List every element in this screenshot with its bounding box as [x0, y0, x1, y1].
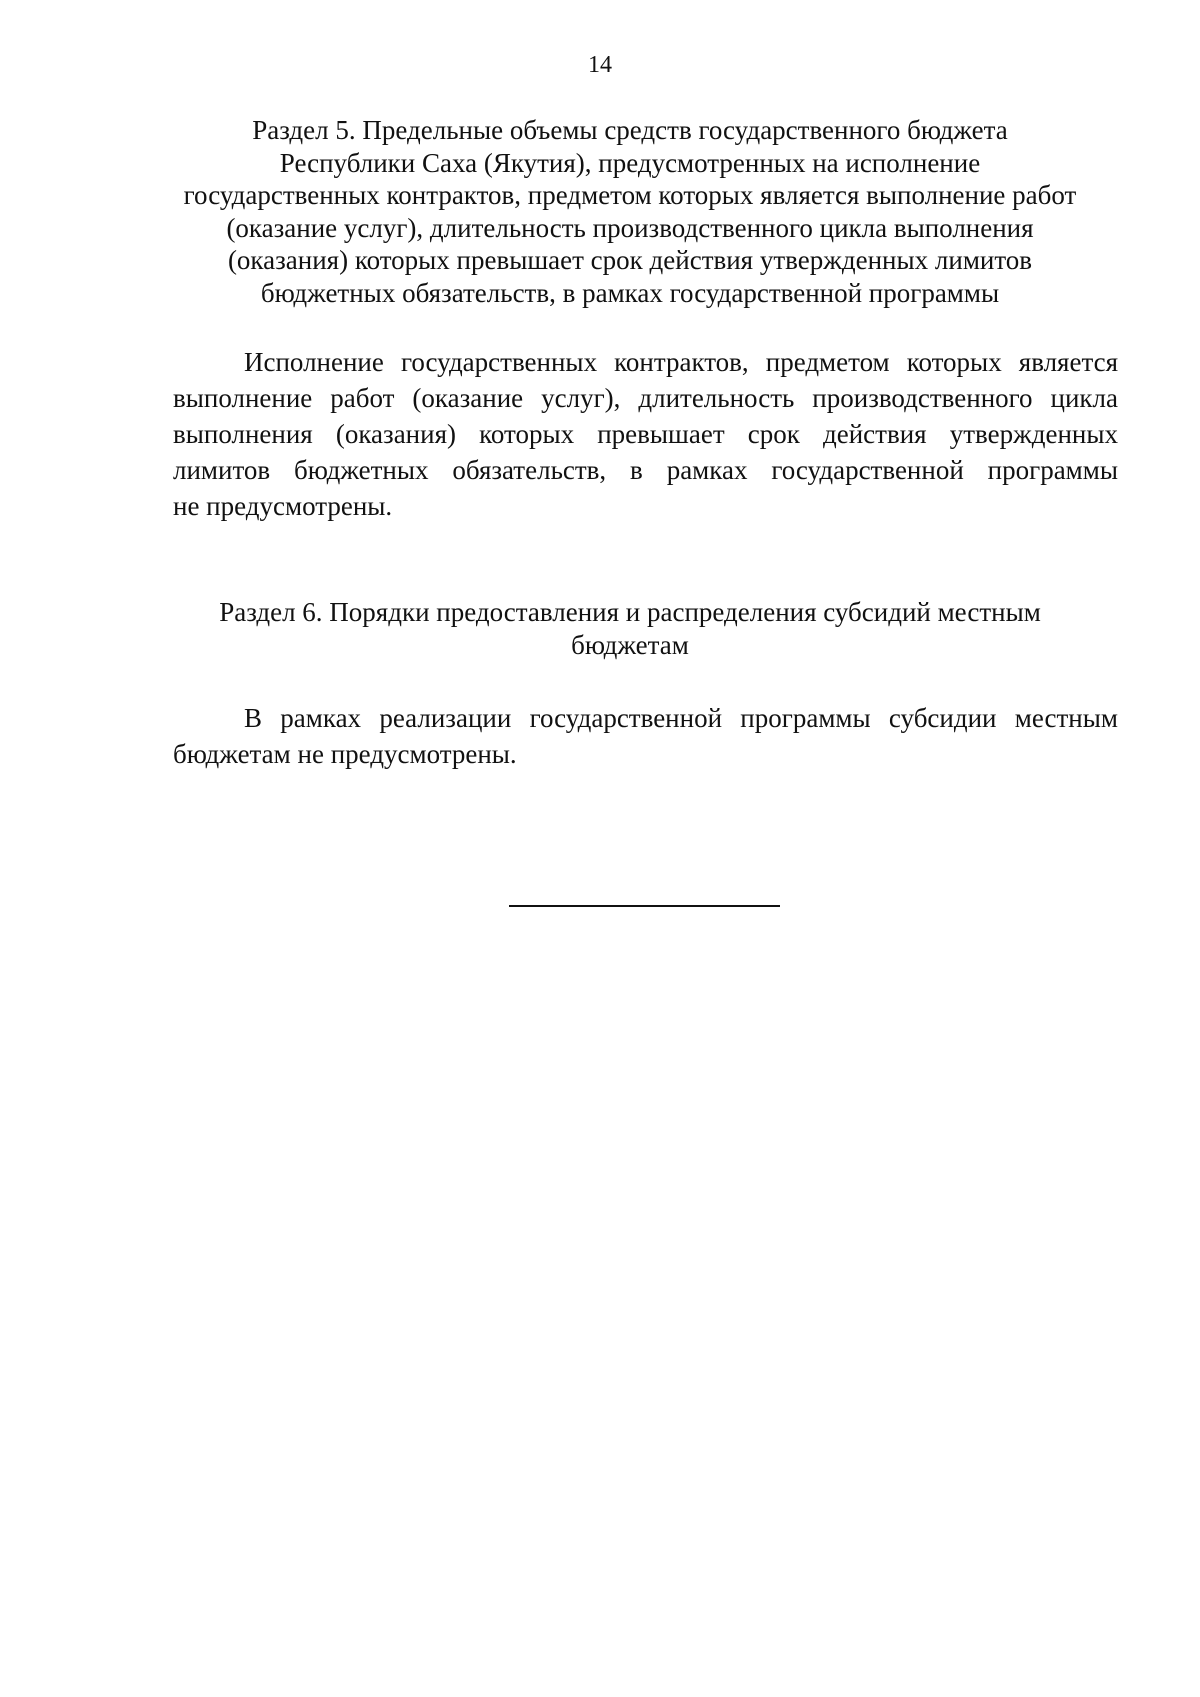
- section-5-paragraph-line: выполнение работ (оказание услуг), длительность производственного цикла: [173, 383, 1118, 413]
- section-6-heading-line: Раздел 6. Порядки предоставления и распределения субсидий местным: [219, 597, 1041, 627]
- section-5-heading-line: бюджетных обязательств, в рамках государственной программы: [260, 277, 1000, 308]
- section-5-heading-line: Раздел 5. Предельные объемы средств государственного бюджета: [252, 115, 1008, 145]
- section-6-heading-line: бюджетам: [571, 629, 689, 660]
- section-5-paragraph-line: лимитов бюджетных обязательств, в рамках государственной программы: [173, 455, 1118, 485]
- section-5-heading-line: (оказание услуг), длительность производственного цикла выполнения: [226, 212, 1034, 243]
- section-5-paragraph-line: Исполнение государственных контрактов, предметом которых является: [244, 347, 1118, 377]
- section-5-heading-line: государственных контрактов, предметом которых является выполнение работ: [183, 180, 1077, 210]
- section-5-paragraph: [173, 344, 1118, 524]
- section-5-paragraph-line: выполнения (оказания) которых превышает срок действия утвержденных: [173, 419, 1118, 449]
- section-6-paragraph: [173, 700, 1118, 772]
- section-5-heading-line: Республики Саха (Якутия), предусмотренных на исполнение: [279, 147, 981, 178]
- section-5-paragraph-line: не предусмотрены.: [173, 491, 393, 521]
- section-6-paragraph-line: В рамках реализации государственной программы субсидии местным: [244, 703, 1118, 733]
- closing-divider: [509, 905, 780, 907]
- section-6-paragraph-line: бюджетам не предусмотрены.: [173, 739, 517, 769]
- section-5-heading: [150, 114, 1110, 309]
- section-5-heading-line: (оказания) которых превышает срок действия утвержденных лимитов: [227, 245, 1033, 275]
- page-number: 14: [588, 52, 612, 78]
- section-6-heading: [150, 596, 1110, 661]
